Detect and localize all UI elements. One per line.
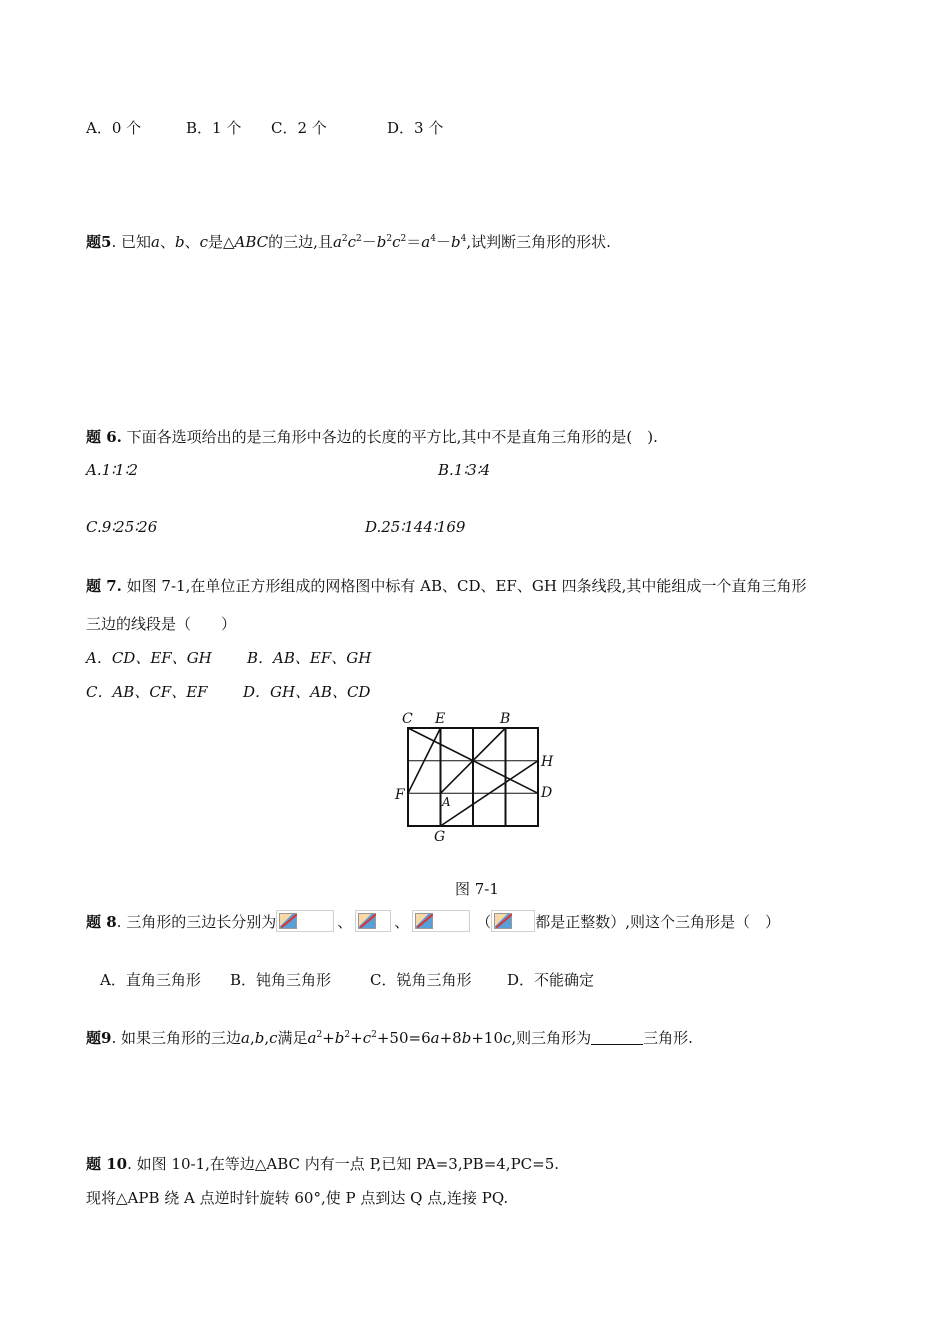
- q8-label: 题 8: [86, 913, 117, 931]
- q8-formula-image-4: [491, 910, 535, 932]
- label-B: B: [500, 711, 511, 727]
- figure-7-1-grid: [390, 708, 560, 848]
- q6-text: 下面各选项给出的是三角形中各边的长度的平方比,其中不是直角三角形的是( ).: [121, 428, 658, 446]
- broken-image-icon: [358, 913, 376, 929]
- question-8: [86, 910, 780, 932]
- broken-image-icon: [415, 913, 433, 929]
- question-9: 题9. 如果三角形的三边a,b,c满足$a^2+b^2+c^2+50=6a+8b+10c$,则三角形为 三角形.: [86, 1029, 693, 1047]
- q4-option-b: B．1 个: [186, 119, 242, 137]
- q4-option-a: A．0 个: [86, 119, 142, 137]
- question-10: [86, 1153, 559, 1174]
- label-F: F: [395, 787, 405, 803]
- broken-image-icon: [279, 913, 297, 929]
- q7-option-a: A．CD、EF、GH: [86, 649, 212, 667]
- label-A: A: [442, 795, 451, 809]
- q8-sep-2: 、: [394, 913, 410, 931]
- question-6: [86, 426, 658, 447]
- q8-option-c: C．锐角三角形: [370, 971, 472, 989]
- q8-text-post: 都是正整数）,则这个三角形是（ ）: [535, 913, 781, 931]
- q7-text-line1: 如图 7-1,在单位正方形组成的网格图中标有 AB、CD、EF、GH 四条线段,其中能组成一个直角三角形: [121, 577, 807, 595]
- label-G: G: [434, 829, 446, 845]
- q8-paren-open: （: [476, 913, 492, 931]
- q10-line1: . 如图 10-1,在等边△ABC 内有一点 P,已知 PA=3,PB=4,PC=5.: [127, 1155, 560, 1173]
- label-H: H: [541, 754, 554, 770]
- q9-text-pre: . 如果三角形的三边: [111, 1029, 241, 1047]
- q7-option-d: D．GH、AB、CD: [243, 683, 371, 701]
- broken-image-icon: [494, 913, 512, 929]
- q8-formula-image-2: [355, 910, 391, 932]
- q8-text-pre: . 三角形的三边长分别为: [116, 913, 277, 931]
- q9-text-post-a: ,则三角形为: [511, 1029, 592, 1047]
- label-E: E: [435, 711, 446, 727]
- q8-formula-image-3: [412, 910, 470, 932]
- q4-option-c: C．2 个: [271, 119, 327, 137]
- q6-option-d: D.25∶144∶169: [365, 518, 466, 536]
- q7-label: 题 7.: [86, 577, 122, 595]
- q5-text-mid: 的三边,且: [268, 233, 333, 251]
- label-D: D: [541, 785, 553, 801]
- q7-option-b: B．AB、EF、GH: [247, 649, 372, 667]
- q9-text-post-b: 三角形.: [643, 1029, 693, 1047]
- q4-option-d: D．3 个: [387, 119, 444, 137]
- q10-label: 题 10: [86, 1155, 128, 1173]
- q8-sep-1: 、: [337, 913, 353, 931]
- q9-label: 题9: [86, 1029, 112, 1047]
- q8-option-a: A．直角三角形: [100, 971, 201, 989]
- q8-formula-image-1: [276, 910, 334, 932]
- q6-option-a: A.1∶1∶2: [86, 461, 139, 479]
- q7-text-line2: 三边的线段是（ ）: [86, 615, 237, 633]
- q5-text-pre: . 已知: [111, 233, 151, 251]
- figure-7-1-caption: 图 7-1: [455, 880, 499, 898]
- q6-label: 题 6.: [86, 428, 122, 446]
- q9-answer-blank[interactable]: [591, 1030, 643, 1045]
- q6-option-b: B.1∶3∶4: [438, 461, 491, 479]
- q7-option-c: C．AB、CF、EF: [86, 683, 208, 701]
- q6-option-c: C.9∶25∶26: [86, 518, 158, 536]
- label-C: C: [402, 711, 413, 727]
- q5-label: 题5: [86, 233, 112, 251]
- q10-line2: 现将△APB 绕 A 点逆时针旋转 60°,使 P 点到达 Q 点,连接 PQ.: [86, 1189, 509, 1207]
- q8-option-d: D．不能确定: [507, 971, 595, 989]
- q5-text-post: ,试判断三角形的形状.: [466, 233, 611, 251]
- q8-option-b: B．钝角三角形: [230, 971, 332, 989]
- q9-text-mid: 满足: [277, 1029, 308, 1047]
- q8-options: [100, 969, 594, 990]
- question-7: [86, 575, 806, 596]
- q4-options: [86, 117, 443, 138]
- question-5: 题5. 已知a、b、c是△ABC的三边,且$a^2c^2-b^2c^2=a^4-b^4$,试判断三角形的形状.: [86, 233, 611, 251]
